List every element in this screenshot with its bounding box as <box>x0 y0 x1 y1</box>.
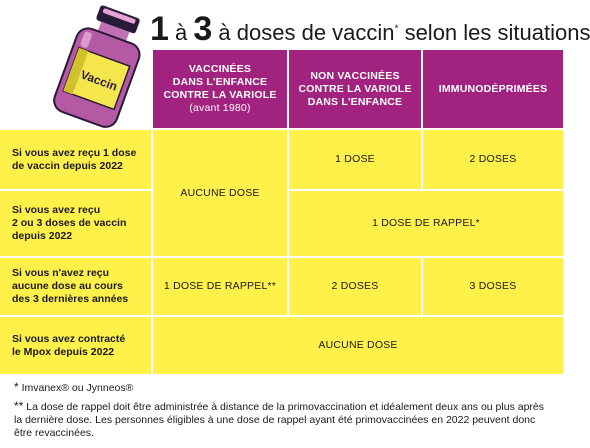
header-immunocompromised <box>423 50 563 128</box>
cell-rows12-col1: AUCUNE DOSE <box>153 130 287 256</box>
cell-row1-col2: 1 DOSE <box>289 130 421 189</box>
row-label-line: Si vous n'avez reçu <box>12 267 110 279</box>
header-line: IMMUNODÉPRIMÉES <box>438 82 548 95</box>
footnote-mark: * <box>14 380 19 394</box>
row-label-line: 2 ou 3 doses de vaccin <box>12 217 127 229</box>
row-label-mpox <box>0 317 151 374</box>
footnote-1 <box>14 381 554 395</box>
header-not-vaccinated <box>289 50 421 128</box>
row-label-line: Si vous avez reçu <box>12 204 101 216</box>
footnote-text: Imvanex® ou Jynneos® <box>21 382 134 394</box>
footnote-2 <box>14 400 554 440</box>
footnote-text: La dose de rappel doit être administrée à distance de la primovaccination et idéalement deux ans ou plus après la dernière dose. Les personnes éligibles à une dose de rappel ayant été primovaccinées en 2022 peuvent donc être revaccinées. <box>14 401 544 439</box>
header-line: DANS L'ENFANCE <box>172 76 268 88</box>
row-label-line: des 3 dernières années <box>12 293 129 305</box>
cell-row3-col3: 3 DOSES <box>423 258 563 315</box>
cell-row1-col3: 2 DOSES <box>423 130 563 189</box>
title-mark: * <box>394 23 399 35</box>
header-line: NON VACCINÉES <box>310 69 400 82</box>
row-label-line: depuis 2022 <box>12 230 73 242</box>
row-label-line: le Mpox depuis 2022 <box>12 345 115 358</box>
title-min: 1 <box>150 10 169 48</box>
cell-row2-col23: 1 DOSE DE RAPPEL* <box>289 191 563 256</box>
title-connector: à <box>168 20 194 45</box>
title-text-after: selon les situations <box>398 20 590 45</box>
row-label-no-dose-3-years <box>0 258 151 315</box>
row-label-line: de vaccin depuis 2022 <box>12 159 123 172</box>
row-label-line: aucune dose au cours <box>12 280 123 292</box>
cell-row3-col2: 2 DOSES <box>289 258 421 315</box>
cell-row3-col1: 1 DOSE DE RAPPEL** <box>153 258 287 315</box>
title-text-before: à doses de vaccin <box>212 20 395 45</box>
title-max: 3 <box>193 10 213 48</box>
header-vaccinated-childhood <box>153 50 287 128</box>
row-label-line: Si vous avez contracté <box>12 332 126 345</box>
page-title <box>150 10 590 48</box>
cell-row4-all: AUCUNE DOSE <box>153 317 563 374</box>
header-line: CONTRE LA VARIOLE <box>163 89 277 101</box>
row-label-two-three-doses <box>0 191 151 256</box>
header-line: VACCINÉES <box>188 63 252 75</box>
header-line: DANS L'ENFANCE <box>307 95 403 108</box>
row-label-line: Si vous avez reçu 1 dose <box>12 146 137 159</box>
row-label-one-dose <box>0 130 151 189</box>
vial-label: Vaccin <box>78 67 120 94</box>
footnote-mark: ** <box>14 399 24 413</box>
header-note: (avant 1980) <box>189 102 251 114</box>
header-line: CONTRE LA VARIOLE <box>298 82 412 95</box>
vaccine-vial-icon <box>40 4 160 129</box>
